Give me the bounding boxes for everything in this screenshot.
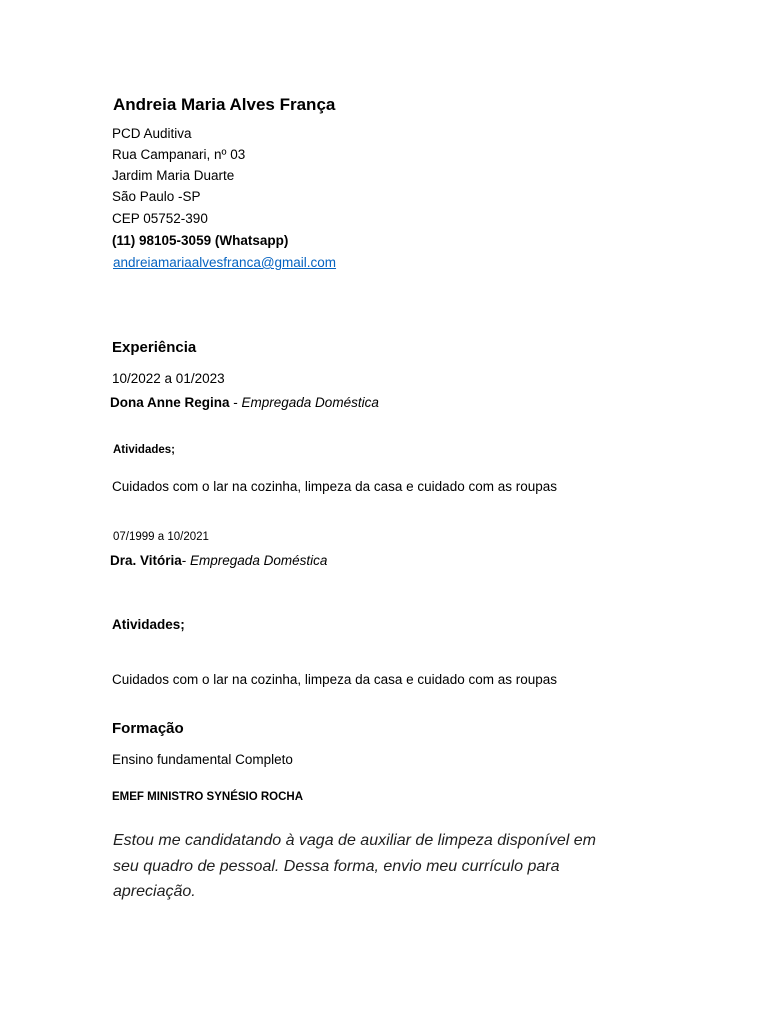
job-1-activities: Cuidados com o lar na cozinha, limpeza da casa e cuidado com as roupas — [112, 479, 557, 494]
job-1-separator: - — [229, 395, 242, 410]
job-1-role: Empregada Doméstica — [241, 395, 379, 410]
job-1-activities-label: Atividades; — [113, 444, 175, 456]
email-link[interactable]: andreiamariaalvesfranca@gmail.com — [113, 255, 337, 270]
job-1-employer: Dona Anne Regina — [110, 395, 230, 410]
candidate-name: Andreia Maria Alves França — [113, 95, 336, 114]
phone-number: (11) 98105-3059 (Whatsapp) — [112, 233, 289, 248]
education-heading: Formação — [112, 720, 184, 737]
address-city: São Paulo -SP — [112, 189, 201, 204]
address-neighborhood: Jardim Maria Duarte — [112, 168, 235, 183]
education-school: EMEF MINISTRO SYNÉSIO ROCHA — [112, 791, 304, 803]
cover-letter: Estou me candidatando à vaga de auxiliar de limpeza disponível em seu quadro de pessoal. Dessa forma, envio meu currículo para apreciação. — [113, 832, 596, 900]
experience-heading: Experiência — [112, 339, 197, 356]
job-2-period: 07/1999 a 10/2021 — [113, 531, 209, 543]
job-2-separator: - — [181, 553, 191, 568]
job-2-title — [110, 552, 327, 570]
job-1-title — [110, 394, 379, 412]
address-cep: CEP 05752-390 — [112, 211, 208, 226]
job-2-activities-label: Atividades; — [112, 617, 185, 632]
disability-line: PCD Auditiva — [112, 126, 192, 141]
job-1-period: 10/2022 a 01/2023 — [112, 371, 225, 386]
job-2-role: Empregada Doméstica — [190, 553, 328, 568]
address-street: Rua Campanari, nº 03 — [112, 147, 246, 162]
job-2-employer: Dra. Vitória — [110, 553, 182, 568]
education-level: Ensino fundamental Completo — [112, 752, 293, 767]
job-2-activities: Cuidados com o lar na cozinha, limpeza da casa e cuidado com as roupas — [112, 672, 557, 687]
